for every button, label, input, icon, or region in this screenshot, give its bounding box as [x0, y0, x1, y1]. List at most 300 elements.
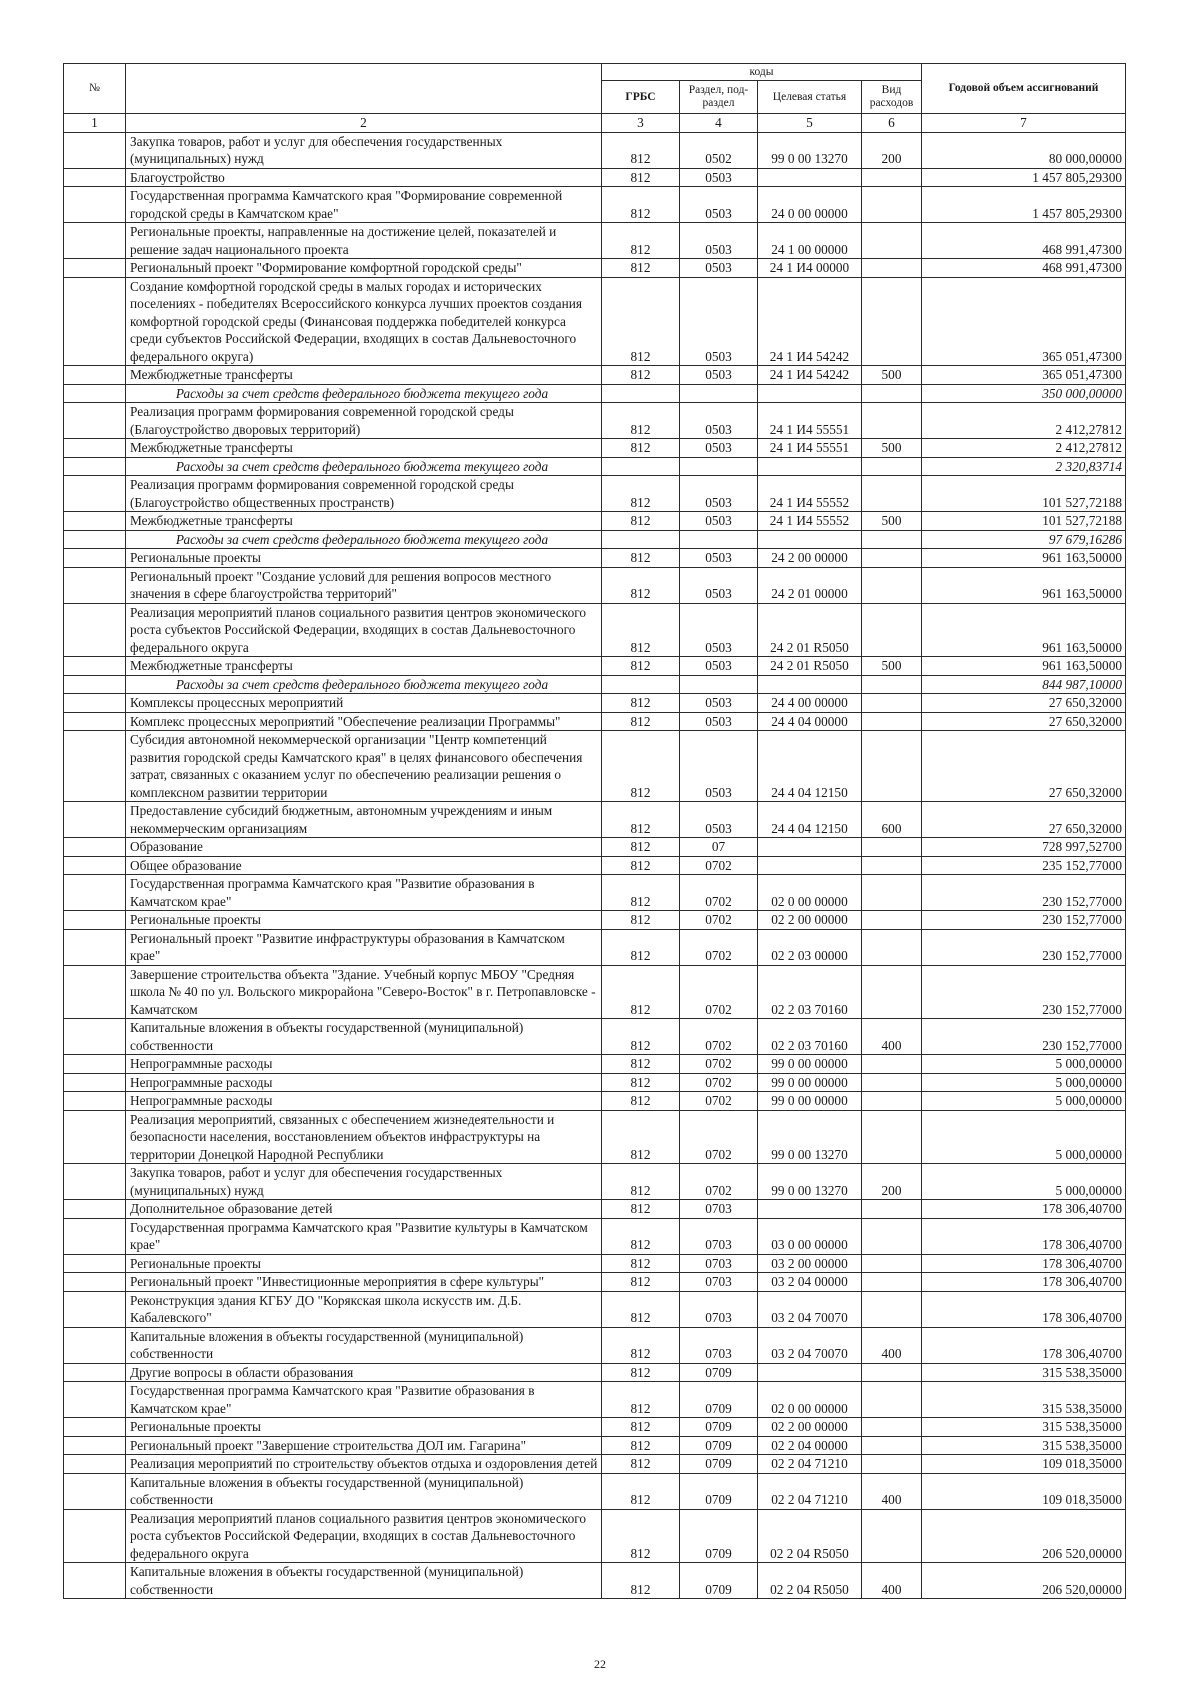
table-row: [64, 549, 1126, 568]
row-grbs-cell: 812: [602, 875, 680, 911]
row-section-cell: 0503: [680, 476, 758, 512]
row-target-cell: 02 2 00 00000: [758, 911, 862, 930]
table-body: [64, 132, 1126, 1599]
row-name-cell: Региональный проект "Формирование комфортной городской среды": [126, 259, 602, 278]
row-name-cell: Реализация мероприятий планов социального развития центров экономического роста субъектов Российской Федерации, входящих в состав Дальневосточного федерального округа: [126, 603, 602, 657]
row-name-cell: Государственная программа Камчатского края "Развитие образования в Камчатском крае": [126, 1382, 602, 1418]
table-row: [64, 366, 1126, 385]
row-exp-type-cell: [862, 603, 922, 657]
table-row: [64, 1019, 1126, 1055]
row-section-cell: 0702: [680, 1055, 758, 1074]
row-section-cell: 0503: [680, 277, 758, 366]
column-number: 5: [758, 114, 862, 133]
row-amount-cell: 27 650,32000: [922, 694, 1126, 713]
row-exp-type-cell: [862, 1363, 922, 1382]
row-grbs-cell: 812: [602, 1092, 680, 1111]
row-name-cell: Общее образование: [126, 856, 602, 875]
row-target-cell: [758, 168, 862, 187]
row-grbs-cell: 812: [602, 603, 680, 657]
row-grbs-cell: 812: [602, 1019, 680, 1055]
table-row: [64, 929, 1126, 965]
table-row: [64, 712, 1126, 731]
row-grbs-cell: 812: [602, 911, 680, 930]
row-section-cell: 0503: [680, 694, 758, 713]
row-exp-type-cell: [862, 1509, 922, 1563]
row-target-cell: 24 1 И4 00000: [758, 259, 862, 278]
row-exp-type-cell: [862, 549, 922, 568]
table-note-row: [64, 384, 1126, 403]
column-number: 7: [922, 114, 1126, 133]
header-section: Раздел, под-раздел: [680, 81, 758, 114]
row-amount-cell: 109 018,35000: [922, 1455, 1126, 1474]
table-row: [64, 1073, 1126, 1092]
row-amount-cell: 315 538,35000: [922, 1363, 1126, 1382]
row-grbs-cell: 812: [602, 277, 680, 366]
row-section-cell: [680, 457, 758, 476]
row-amount-cell: 5 000,00000: [922, 1092, 1126, 1111]
row-section-cell: 0503: [680, 512, 758, 531]
row-grbs-cell: 812: [602, 259, 680, 278]
row-exp-type-cell: [862, 1200, 922, 1219]
table-row: [64, 856, 1126, 875]
row-grbs-cell: 812: [602, 657, 680, 676]
row-exp-type-cell: [862, 1092, 922, 1111]
row-name-cell: Региональные проекты: [126, 1254, 602, 1273]
row-number-cell: [64, 1218, 126, 1254]
row-target-cell: 24 0 00 00000: [758, 187, 862, 223]
row-amount-cell: 97 679,16286: [922, 530, 1126, 549]
row-section-cell: 0703: [680, 1200, 758, 1219]
row-number-cell: [64, 929, 126, 965]
row-grbs-cell: 812: [602, 694, 680, 713]
row-grbs-cell: 812: [602, 1563, 680, 1599]
row-exp-type-cell: [862, 168, 922, 187]
row-number-cell: [64, 277, 126, 366]
row-name-cell: Региональные проекты: [126, 911, 602, 930]
table-row: [64, 439, 1126, 458]
row-target-cell: 02 2 04 00000: [758, 1436, 862, 1455]
row-number-cell: [64, 1055, 126, 1074]
row-target-cell: 02 2 04 71210: [758, 1455, 862, 1474]
row-name-cell: Комплекс процессных мероприятий "Обеспечение реализации Программы": [126, 712, 602, 731]
table-row: [64, 1436, 1126, 1455]
row-exp-type-cell: [862, 1073, 922, 1092]
table-row: [64, 1418, 1126, 1437]
row-name-cell: Капитальные вложения в объекты государственной (муниципальной) собственности: [126, 1563, 602, 1599]
row-number-cell: [64, 675, 126, 694]
row-section-cell: 0702: [680, 965, 758, 1019]
row-exp-type-cell: 500: [862, 439, 922, 458]
row-number-cell: [64, 366, 126, 385]
row-name-cell: Другие вопросы в области образования: [126, 1363, 602, 1382]
row-grbs-cell: 812: [602, 1473, 680, 1509]
row-name-cell: Благоустройство: [126, 168, 602, 187]
row-section-cell: 0503: [680, 259, 758, 278]
row-amount-cell: 27 650,32000: [922, 712, 1126, 731]
row-number-cell: [64, 1436, 126, 1455]
table-row: [64, 187, 1126, 223]
row-number-cell: [64, 1473, 126, 1509]
row-exp-type-cell: [862, 1110, 922, 1164]
row-grbs-cell: 812: [602, 476, 680, 512]
row-target-cell: 24 2 01 R5050: [758, 657, 862, 676]
row-name-cell: Закупка товаров, работ и услуг для обеспечения государственных (муниципальных) нужд: [126, 132, 602, 168]
row-number-cell: [64, 439, 126, 458]
row-amount-cell: 350 000,00000: [922, 384, 1126, 403]
header-grbs: ГРБС: [602, 81, 680, 114]
row-number-cell: [64, 567, 126, 603]
row-number-cell: [64, 512, 126, 531]
row-exp-type-cell: [862, 965, 922, 1019]
row-grbs-cell: 812: [602, 1218, 680, 1254]
row-name-cell: Реализация программ формирования современной городской среды (Благоустройство дворовых территорий): [126, 403, 602, 439]
row-number-cell: [64, 530, 126, 549]
row-section-cell: 0703: [680, 1273, 758, 1292]
row-name-cell: Капитальные вложения в объекты государственной (муниципальной) собственности: [126, 1019, 602, 1055]
row-grbs-cell: 812: [602, 929, 680, 965]
row-amount-cell: 206 520,00000: [922, 1509, 1126, 1563]
table-row: [64, 1055, 1126, 1074]
row-target-cell: 24 4 04 12150: [758, 731, 862, 802]
row-target-cell: 24 1 00 00000: [758, 223, 862, 259]
column-number: 2: [126, 114, 602, 133]
row-grbs-cell: 812: [602, 1455, 680, 1474]
row-grbs-cell: 812: [602, 567, 680, 603]
column-number: 3: [602, 114, 680, 133]
row-amount-cell: 2 412,27812: [922, 403, 1126, 439]
row-section-cell: 0503: [680, 223, 758, 259]
row-number-cell: [64, 1164, 126, 1200]
row-amount-cell: 5 000,00000: [922, 1055, 1126, 1074]
row-amount-cell: 365 051,47300: [922, 366, 1126, 385]
row-name-cell: Государственная программа Камчатского края "Развитие образования в Камчатском крае": [126, 875, 602, 911]
table-row: [64, 1092, 1126, 1111]
row-section-cell: 0503: [680, 187, 758, 223]
row-section-cell: 0703: [680, 1327, 758, 1363]
row-section-cell: 0503: [680, 549, 758, 568]
row-target-cell: 02 2 03 70160: [758, 1019, 862, 1055]
row-target-cell: 99 0 00 13270: [758, 1164, 862, 1200]
row-amount-cell: 101 527,72188: [922, 476, 1126, 512]
row-grbs-cell: 812: [602, 187, 680, 223]
row-number-cell: [64, 731, 126, 802]
row-name-cell: Предоставление субсидий бюджетным, автономным учреждениям и иным некоммерческим организациям: [126, 802, 602, 838]
row-target-cell: [758, 856, 862, 875]
row-number-cell: [64, 1327, 126, 1363]
table-row: [64, 731, 1126, 802]
row-target-cell: 03 2 04 70070: [758, 1327, 862, 1363]
row-exp-type-cell: [862, 1436, 922, 1455]
header-number: №: [64, 64, 126, 114]
row-amount-cell: 961 163,50000: [922, 657, 1126, 676]
row-section-cell: [680, 384, 758, 403]
row-section-cell: 0503: [680, 731, 758, 802]
row-section-cell: 0702: [680, 1019, 758, 1055]
row-grbs-cell: 812: [602, 366, 680, 385]
budget-table: [63, 63, 1126, 1599]
row-amount-cell: 235 152,77000: [922, 856, 1126, 875]
table-row: [64, 1273, 1126, 1292]
row-amount-cell: 844 987,10000: [922, 675, 1126, 694]
row-exp-type-cell: [862, 856, 922, 875]
row-section-cell: 0709: [680, 1473, 758, 1509]
column-number: 1: [64, 114, 126, 133]
row-number-cell: [64, 132, 126, 168]
table-row: [64, 1291, 1126, 1327]
row-name-cell: Расходы за счет средств федерального бюджета текущего года: [126, 530, 602, 549]
row-number-cell: [64, 1291, 126, 1327]
table-row: [64, 802, 1126, 838]
row-exp-type-cell: [862, 1382, 922, 1418]
row-section-cell: 0702: [680, 875, 758, 911]
column-number: 4: [680, 114, 758, 133]
row-number-cell: [64, 856, 126, 875]
row-name-cell: Региональный проект "Завершение строительства ДОЛ им. Гагарина": [126, 1436, 602, 1455]
row-number-cell: [64, 457, 126, 476]
row-name-cell: Непрограммные расходы: [126, 1092, 602, 1111]
row-number-cell: [64, 1092, 126, 1111]
row-exp-type-cell: [862, 838, 922, 857]
row-amount-cell: 468 991,47300: [922, 223, 1126, 259]
row-number-cell: [64, 1418, 126, 1437]
row-grbs-cell: 812: [602, 168, 680, 187]
row-number-cell: [64, 1073, 126, 1092]
row-exp-type-cell: [862, 911, 922, 930]
row-grbs-cell: 812: [602, 731, 680, 802]
row-number-cell: [64, 549, 126, 568]
row-exp-type-cell: [862, 731, 922, 802]
table-note-row: [64, 675, 1126, 694]
row-amount-cell: 178 306,40700: [922, 1218, 1126, 1254]
row-section-cell: 0709: [680, 1418, 758, 1437]
row-target-cell: 02 0 00 00000: [758, 1382, 862, 1418]
row-target-cell: 02 2 03 00000: [758, 929, 862, 965]
row-number-cell: [64, 911, 126, 930]
row-amount-cell: 109 018,35000: [922, 1473, 1126, 1509]
row-number-cell: [64, 712, 126, 731]
row-section-cell: 0703: [680, 1254, 758, 1273]
row-name-cell: Реализация мероприятий, связанных с обеспечением жизнедеятельности и безопасности населения, восстановлением объектов инфраструктуры на территории Донецкой Народной Республики: [126, 1110, 602, 1164]
row-exp-type-cell: [862, 403, 922, 439]
row-target-cell: 24 1 И4 55551: [758, 439, 862, 458]
row-exp-type-cell: [862, 567, 922, 603]
page-number: 22: [594, 1657, 606, 1671]
row-section-cell: 0702: [680, 1073, 758, 1092]
row-exp-type-cell: [862, 1418, 922, 1437]
row-amount-cell: 1 457 805,29300: [922, 187, 1126, 223]
row-target-cell: 02 2 00 00000: [758, 1418, 862, 1437]
row-number-cell: [64, 1382, 126, 1418]
row-number-cell: [64, 1019, 126, 1055]
row-grbs-cell: 812: [602, 403, 680, 439]
row-number-cell: [64, 403, 126, 439]
row-amount-cell: 961 163,50000: [922, 603, 1126, 657]
row-name-cell: Межбюджетные трансферты: [126, 512, 602, 531]
row-target-cell: 24 1 И4 54242: [758, 366, 862, 385]
row-name-cell: Региональные проекты: [126, 1418, 602, 1437]
row-name-cell: Образование: [126, 838, 602, 857]
row-number-cell: [64, 694, 126, 713]
row-exp-type-cell: 500: [862, 512, 922, 531]
row-number-cell: [64, 1110, 126, 1164]
table-row: [64, 403, 1126, 439]
row-section-cell: 0702: [680, 911, 758, 930]
row-target-cell: [758, 1363, 862, 1382]
row-target-cell: 02 2 04 71210: [758, 1473, 862, 1509]
row-exp-type-cell: [862, 476, 922, 512]
row-target-cell: 24 1 И4 55552: [758, 512, 862, 531]
row-target-cell: [758, 838, 862, 857]
row-number-cell: [64, 802, 126, 838]
row-number-cell: [64, 1455, 126, 1474]
row-grbs-cell: 812: [602, 1110, 680, 1164]
row-number-cell: [64, 1273, 126, 1292]
row-exp-type-cell: 600: [862, 802, 922, 838]
row-amount-cell: 728 997,52700: [922, 838, 1126, 857]
row-target-cell: 24 4 04 12150: [758, 802, 862, 838]
row-exp-type-cell: [862, 530, 922, 549]
row-name-cell: Государственная программа Камчатского края "Формирование современной городской среды в Камчатском крае": [126, 187, 602, 223]
row-amount-cell: 5 000,00000: [922, 1073, 1126, 1092]
row-name-cell: Реализация мероприятий планов социального развития центров экономического роста субъектов Российской Федерации, входящих в состав Дальневосточного федерального округа: [126, 1509, 602, 1563]
row-name-cell: Региональный проект "Создание условий для решения вопросов местного значения в сфере благоустройства территорий": [126, 567, 602, 603]
row-section-cell: 0503: [680, 712, 758, 731]
row-grbs-cell: 812: [602, 802, 680, 838]
row-amount-cell: 2 412,27812: [922, 439, 1126, 458]
row-amount-cell: 5 000,00000: [922, 1110, 1126, 1164]
row-exp-type-cell: 500: [862, 657, 922, 676]
row-grbs-cell: 812: [602, 1436, 680, 1455]
row-exp-type-cell: 400: [862, 1473, 922, 1509]
row-section-cell: 0702: [680, 1164, 758, 1200]
row-grbs-cell: 812: [602, 1291, 680, 1327]
row-section-cell: 0709: [680, 1563, 758, 1599]
row-section-cell: 0703: [680, 1218, 758, 1254]
row-grbs-cell: 812: [602, 512, 680, 531]
row-target-cell: 02 2 04 R5050: [758, 1563, 862, 1599]
row-exp-type-cell: [862, 694, 922, 713]
row-section-cell: 0709: [680, 1436, 758, 1455]
row-name-cell: Непрограммные расходы: [126, 1055, 602, 1074]
row-name-cell: Межбюджетные трансферты: [126, 657, 602, 676]
row-exp-type-cell: [862, 277, 922, 366]
row-target-cell: 03 0 00 00000: [758, 1218, 862, 1254]
row-target-cell: [758, 384, 862, 403]
row-exp-type-cell: 400: [862, 1563, 922, 1599]
row-amount-cell: 961 163,50000: [922, 567, 1126, 603]
table-row: [64, 1327, 1126, 1363]
row-name-cell: Завершение строительства объекта "Здание. Учебный корпус МБОУ "Средняя школа № 40 по ул. Вольского микрорайона "Северо-Восток" в г. Петропавловске - Камчатском: [126, 965, 602, 1019]
row-exp-type-cell: 200: [862, 132, 922, 168]
row-amount-cell: 5 000,00000: [922, 1164, 1126, 1200]
row-exp-type-cell: [862, 223, 922, 259]
row-grbs-cell: [602, 384, 680, 403]
row-target-cell: 24 1 И4 55551: [758, 403, 862, 439]
row-amount-cell: 178 306,40700: [922, 1273, 1126, 1292]
row-target-cell: 24 1 И4 54242: [758, 277, 862, 366]
table-row: [64, 1563, 1126, 1599]
row-section-cell: 0702: [680, 1110, 758, 1164]
row-name-cell: Региональные проекты, направленные на достижение целей, показателей и решение задач национального проекта: [126, 223, 602, 259]
row-target-cell: [758, 457, 862, 476]
column-number-row: [64, 114, 1126, 133]
row-amount-cell: 178 306,40700: [922, 1291, 1126, 1327]
table-row: [64, 168, 1126, 187]
row-exp-type-cell: [862, 1291, 922, 1327]
header-codes: коды: [602, 64, 922, 81]
row-name-cell: Капитальные вложения в объекты государственной (муниципальной) собственности: [126, 1473, 602, 1509]
row-name-cell: Межбюджетные трансферты: [126, 439, 602, 458]
row-grbs-cell: 812: [602, 223, 680, 259]
row-grbs-cell: [602, 457, 680, 476]
row-exp-type-cell: [862, 384, 922, 403]
column-number: 6: [862, 114, 922, 133]
row-exp-type-cell: [862, 1218, 922, 1254]
row-section-cell: 0503: [680, 366, 758, 385]
row-section-cell: 0503: [680, 657, 758, 676]
row-target-cell: [758, 530, 862, 549]
row-number-cell: [64, 168, 126, 187]
table-row: [64, 567, 1126, 603]
table-row: [64, 1509, 1126, 1563]
table-header: [64, 64, 1126, 133]
row-amount-cell: 1 457 805,29300: [922, 168, 1126, 187]
row-name-cell: Реализация мероприятий по строительству объектов отдыха и оздоровления детей: [126, 1455, 602, 1474]
table-row: [64, 259, 1126, 278]
row-section-cell: 07: [680, 838, 758, 857]
row-amount-cell: 80 000,00000: [922, 132, 1126, 168]
table-row: [64, 911, 1126, 930]
row-grbs-cell: 812: [602, 1382, 680, 1418]
table-row: [64, 1200, 1126, 1219]
row-grbs-cell: 812: [602, 132, 680, 168]
row-amount-cell: 206 520,00000: [922, 1563, 1126, 1599]
row-number-cell: [64, 1509, 126, 1563]
table-row: [64, 1164, 1126, 1200]
row-number-cell: [64, 223, 126, 259]
row-exp-type-cell: 200: [862, 1164, 922, 1200]
row-target-cell: 02 2 03 70160: [758, 965, 862, 1019]
row-exp-type-cell: 400: [862, 1019, 922, 1055]
row-exp-type-cell: [862, 929, 922, 965]
header-exp-type: Вид расходов: [862, 81, 922, 114]
row-section-cell: 0503: [680, 802, 758, 838]
table-row: [64, 1363, 1126, 1382]
row-grbs-cell: 812: [602, 1254, 680, 1273]
row-number-cell: [64, 384, 126, 403]
row-grbs-cell: 812: [602, 549, 680, 568]
table-row: [64, 603, 1126, 657]
row-target-cell: 24 4 00 00000: [758, 694, 862, 713]
table-row: [64, 694, 1126, 713]
row-number-cell: [64, 657, 126, 676]
row-grbs-cell: 812: [602, 1509, 680, 1563]
row-name-cell: Расходы за счет средств федерального бюджета текущего года: [126, 457, 602, 476]
header-annual: Годовой объем ассигнований: [922, 64, 1126, 114]
row-name-cell: Субсидия автономной некоммерческой организации "Центр компетенций развития городской среды Камчатского края" в целях финансового обеспечения затрат, связанных с оказанием услуг по обеспечению реализации решения о комплексном развитии территории: [126, 731, 602, 802]
row-grbs-cell: [602, 530, 680, 549]
row-target-cell: 99 0 00 13270: [758, 132, 862, 168]
row-name-cell: Капитальные вложения в объекты государственной (муниципальной) собственности: [126, 1327, 602, 1363]
row-name-cell: Региональный проект "Развитие инфраструктуры образования в Камчатском крае": [126, 929, 602, 965]
row-target-cell: 24 4 04 00000: [758, 712, 862, 731]
row-target-cell: 03 2 04 00000: [758, 1273, 862, 1292]
row-amount-cell: 2 320,83714: [922, 457, 1126, 476]
row-number-cell: [64, 838, 126, 857]
row-amount-cell: 230 152,77000: [922, 875, 1126, 911]
row-grbs-cell: 812: [602, 1055, 680, 1074]
row-number-cell: [64, 259, 126, 278]
